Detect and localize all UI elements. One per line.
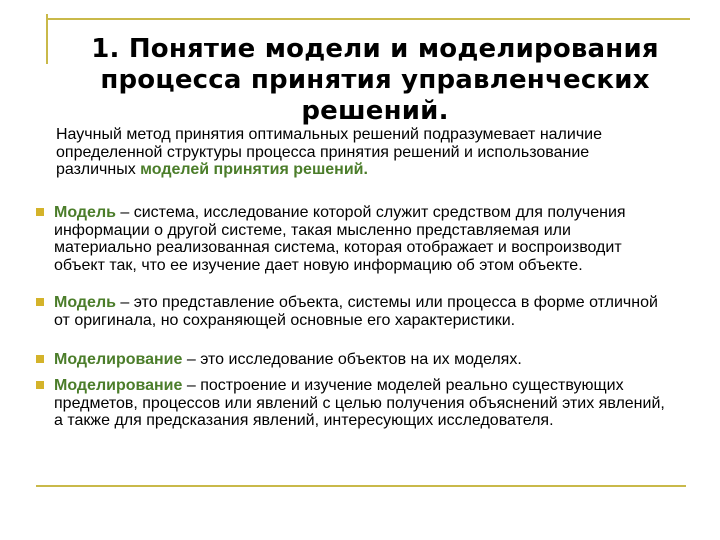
- definition-term: Модель: [54, 294, 116, 311]
- definition-text: – система, исследование которой служит средством для получения информации о другой системе, такая мысленно представляемая или материально реализованная система, которая отображает и воспроизводит объект так, что ее изучение дает новую информацию об этом объекте.: [54, 204, 626, 274]
- definition-term: Модель: [54, 204, 116, 221]
- intro-accent: моделей принятия решений.: [140, 161, 368, 178]
- slide-title: 1. Понятие модели и моделирования процесса принятия управленческих решений.: [91, 34, 659, 126]
- left-decorative-rule: [46, 14, 48, 64]
- bullet-square-icon: [36, 208, 44, 216]
- list-item: [36, 377, 674, 430]
- list-item: [36, 351, 664, 369]
- definition-term: Моделирование: [54, 377, 183, 394]
- top-decorative-rule: [46, 18, 690, 20]
- bottom-decorative-rule: [36, 485, 686, 487]
- intro-paragraph: [52, 126, 672, 179]
- list-item: [36, 294, 664, 329]
- intro-text: Научный метод принятия оптимальных решений подразумевает наличие определенной структуры процесса принятия решений и использование различных: [56, 126, 602, 178]
- definition-text: – это исследование объектов на их моделях.: [182, 351, 522, 368]
- bullet-square-icon: [36, 381, 44, 389]
- definition-term: Моделирование: [54, 351, 183, 368]
- list-item: [36, 204, 654, 274]
- slide-body: [52, 126, 672, 179]
- definition-text: – это представление объекта, системы или процесса в форме отличной от оригинала, но сохраняющей основные его характеристики.: [54, 294, 658, 329]
- bullet-square-icon: [36, 298, 44, 306]
- bullet-square-icon: [36, 355, 44, 363]
- definition-text: – построение и изучение моделей реально существующих предметов, процессов или явлений с целью получения объяснений этих явлений, а также для предсказания явлений, интересующих исследователя.: [54, 377, 665, 429]
